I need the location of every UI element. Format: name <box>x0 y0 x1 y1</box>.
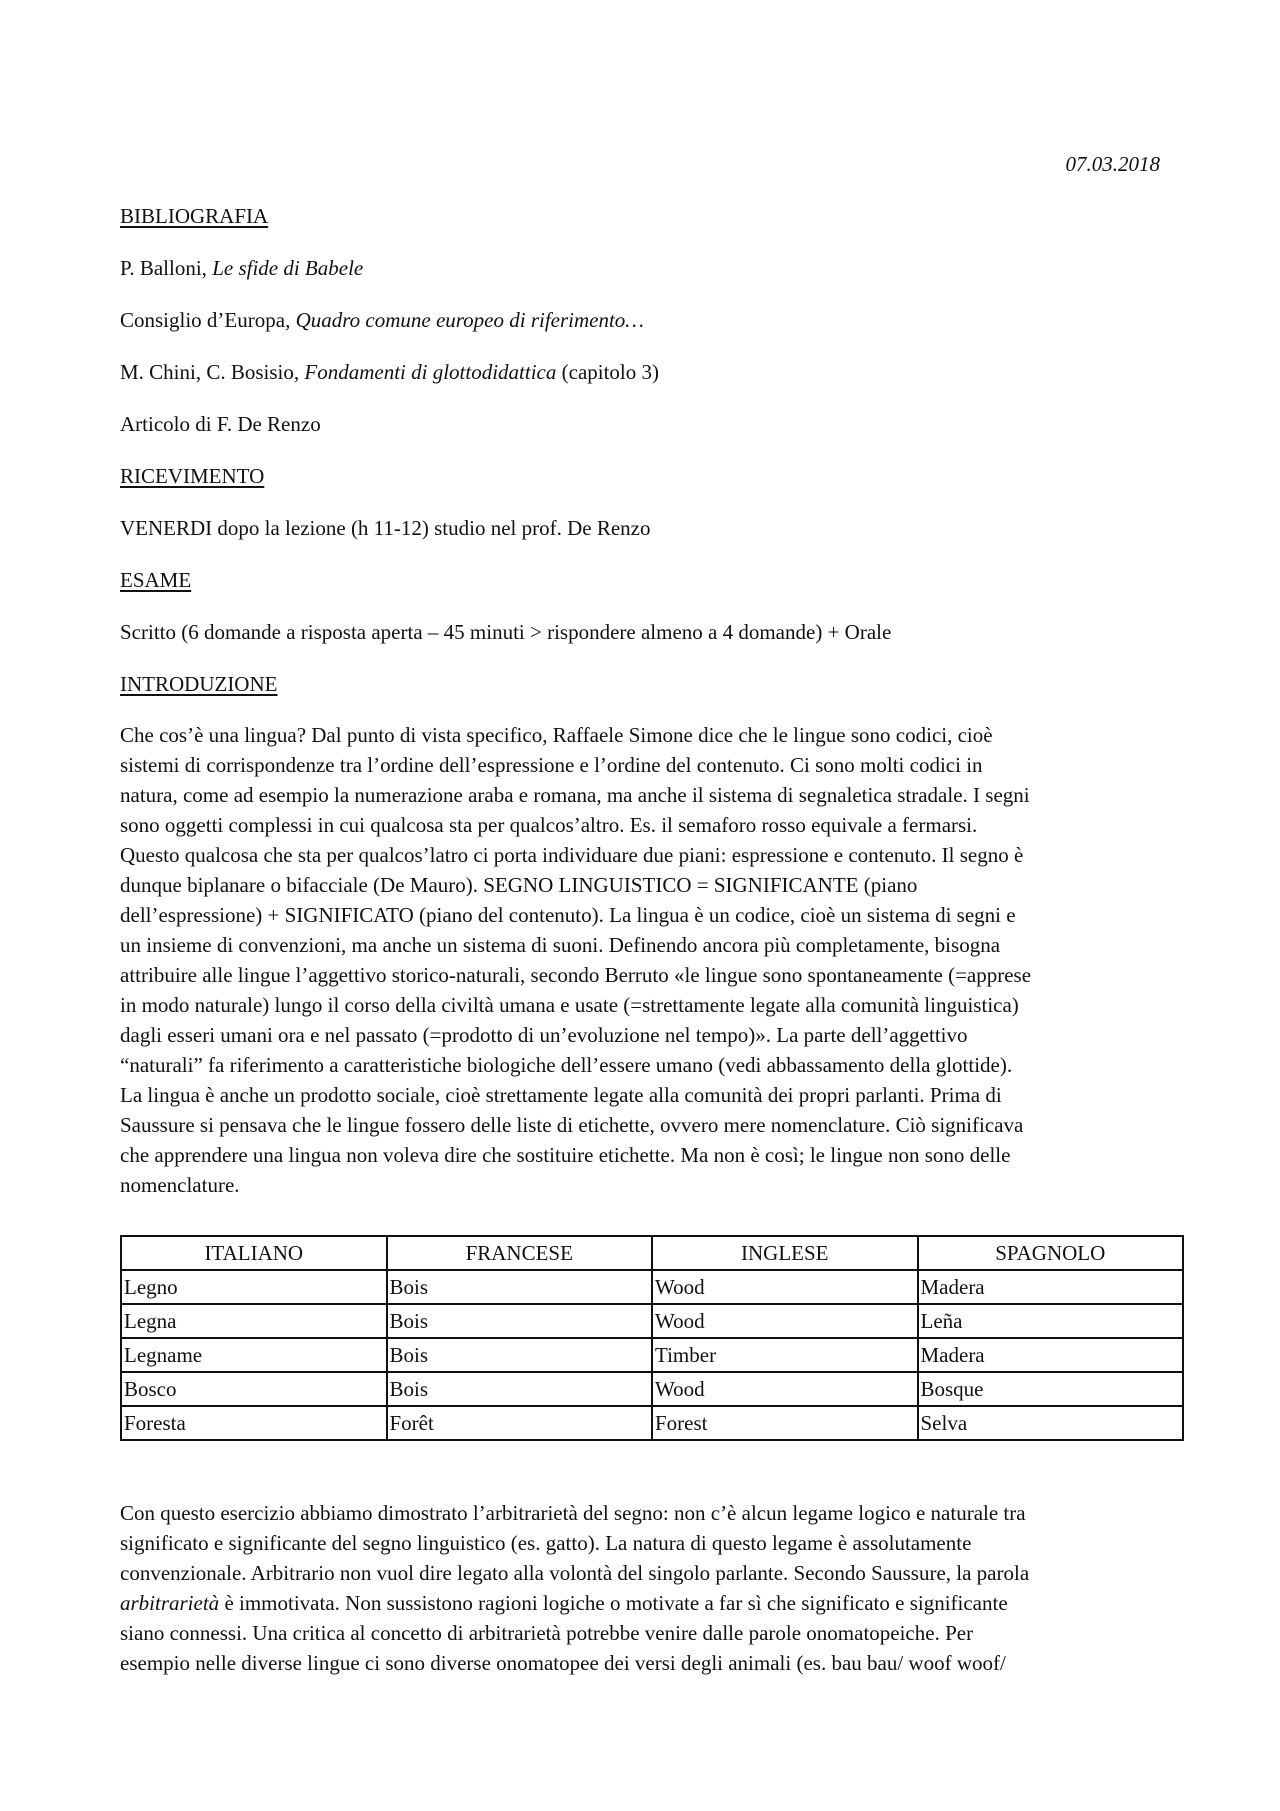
table-cell: Madera <box>918 1270 1184 1304</box>
paragraph-line: esempio nelle diverse lingue ci sono diverse onomatopee dei versi degli animali (es. bau bau/ woof woof/ <box>120 1651 1006 1675</box>
paragraph-line: attribuire alle lingue l’aggettivo storico-naturali, secondo Berruto «le lingue sono spontaneamente (=apprese <box>120 963 1032 987</box>
bibliography-item <box>120 410 321 438</box>
table-cell: Forest <box>652 1406 918 1440</box>
paragraph-line: La lingua è anche un prodotto sociale, cioè strettamente legate alla comunità dei propri parlanti. Prima di <box>120 1083 1002 1107</box>
table-cell: Wood <box>652 1304 918 1338</box>
table-cell: Leña <box>918 1304 1184 1338</box>
table-row <box>121 1304 1183 1338</box>
translation-table <box>120 1235 1184 1441</box>
column-header-italiano: ITALIANO <box>121 1236 387 1270</box>
paragraph-line: Questo qualcosa che sta per qualcos’latro ci porta individuare due piani: espressione e contenuto. Il segno è <box>120 843 1024 867</box>
table-cell: Bois <box>387 1304 653 1338</box>
heading-ricevimento: RICEVIMENTO <box>120 464 265 488</box>
bibliography-title: Quadro comune europeo di riferimento… <box>295 308 644 332</box>
paragraph-line: sistemi di corrispondenze tra l’ordine dell’espressione e l’ordine del contenuto. Ci sono molti codici in <box>120 753 983 777</box>
bibliography-author: Consiglio d’Europa, <box>120 308 296 332</box>
paragraph-line: Che cos’è una lingua? Dal punto di vista specifico, Raffaele Simone dice che le lingue sono codici, cioè <box>120 723 993 747</box>
paragraph-line: “naturali” fa riferimento a caratteristiche biologiche dell’essere umano (vedi abbassamento della glottide). <box>120 1053 1013 1077</box>
table-cell: Timber <box>652 1338 918 1372</box>
bibliography-item <box>120 358 659 386</box>
bibliography-title: Fondamenti di glottodidattica <box>304 360 557 384</box>
paragraph-line: natura, come ad esempio la numerazione araba e romana, ma anche il sistema di segnaletica stradale. I segni <box>120 783 1030 807</box>
ricevimento-text: VENERDI dopo la lezione (h 11-12) studio nel prof. De Renzo <box>120 516 651 540</box>
table-cell: Legname <box>121 1338 387 1372</box>
bibliography-title: Le sfide di Babele <box>212 256 364 280</box>
bibliography-author: M. Chini, C. Bosisio, <box>120 360 305 384</box>
bibliography-author: Articolo di F. De Renzo <box>120 412 321 436</box>
table-row <box>121 1406 1183 1440</box>
paragraph-line: un insieme di convenzioni, ma anche un sistema di suoni. Definendo ancora più completamente, bisogna <box>120 933 1001 957</box>
table-cell: Selva <box>918 1406 1184 1440</box>
table-header-row <box>121 1236 1183 1270</box>
table-cell: Bosque <box>918 1372 1184 1406</box>
paragraph-line: sono oggetti complessi in cui qualcosa sta per qualcos’altro. Es. il semaforo rosso equivale a fermarsi. <box>120 813 978 837</box>
bibliography-item <box>120 254 363 282</box>
paragraph-line: Con questo esercizio abbiamo dimostrato l’arbitrarietà del segno: non c’è alcun legame logico e naturale tra <box>120 1501 1026 1525</box>
table-cell: Wood <box>652 1270 918 1304</box>
line-text: è immotivata. Non sussistono ragioni logiche o motivate a far sì che significato e significante <box>219 1591 1008 1615</box>
column-header-spagnolo: SPAGNOLO <box>918 1236 1184 1270</box>
table-row <box>121 1338 1183 1372</box>
conclusion-paragraph <box>120 1498 1160 1678</box>
table-cell: Bois <box>387 1338 653 1372</box>
column-header-francese: FRANCESE <box>387 1236 653 1270</box>
paragraph-line: che apprendere una lingua non voleva dire che sostituire etichette. Ma non è così; le lingue non sono delle <box>120 1143 1011 1167</box>
bibliography-extra: (capitolo 3) <box>556 360 660 384</box>
table-cell: Madera <box>918 1338 1184 1372</box>
emphasized-term: arbitrarietà <box>120 1591 220 1615</box>
paragraph-line: dell’espressione) + SIGNIFICATO (piano del contenuto). La lingua è un codice, cioè un sistema di segni e <box>120 903 1016 927</box>
paragraph-line: in modo naturale) lungo il corso della civiltà umana e usate (=strettamente legate alla comunità linguistica) <box>120 993 1019 1017</box>
table-cell: Legna <box>121 1304 387 1338</box>
bibliography-item <box>120 306 644 334</box>
table-cell: Bois <box>387 1270 653 1304</box>
table-cell: Bois <box>387 1372 653 1406</box>
table-cell: Legno <box>121 1270 387 1304</box>
paragraph-line: dagli esseri umani ora e nel passato (=prodotto di un’evoluzione nel tempo)». La parte dell’aggettivo <box>120 1023 968 1047</box>
heading-introduzione: INTRODUZIONE <box>120 672 278 696</box>
table-cell: Bosco <box>121 1372 387 1406</box>
column-header-inglese: INGLESE <box>652 1236 918 1270</box>
paragraph-line <box>120 1588 1160 1618</box>
heading-esame: ESAME <box>120 568 192 592</box>
table-cell: Foresta <box>121 1406 387 1440</box>
table-row <box>121 1270 1183 1304</box>
bibliography-author: P. Balloni, <box>120 256 213 280</box>
table-cell: Wood <box>652 1372 918 1406</box>
document-date: 07.03.2018 <box>1065 152 1160 176</box>
esame-text: Scritto (6 domande a risposta aperta – 45 minuti > rispondere almeno a 4 domande) + Orale <box>120 620 892 644</box>
paragraph-line: dunque biplanare o bifacciale (De Mauro). SEGNO LINGUISTICO = SIGNIFICANTE (piano <box>120 873 918 897</box>
paragraph-line: convenzionale. Arbitrario non vuol dire legato alla volontà del singolo parlante. Secondo Saussure, la parola <box>120 1561 1030 1585</box>
heading-bibliografia: BIBLIOGRAFIA <box>120 204 269 228</box>
paragraph-line: nomenclature. <box>120 1173 240 1197</box>
paragraph-line: Saussure si pensava che le lingue fossero delle liste di etichette, ovvero mere nomenclature. Ciò significava <box>120 1113 1024 1137</box>
table-cell: Forêt <box>387 1406 653 1440</box>
paragraph-line: siano connessi. Una critica al concetto di arbitrarietà potrebbe venire dalle parole onomatopeiche. Per <box>120 1621 974 1645</box>
intro-paragraph <box>120 720 1160 1200</box>
paragraph-line: significato e significante del segno linguistico (es. gatto). La natura di questo legame è assolutamente <box>120 1531 972 1555</box>
table-row <box>121 1372 1183 1406</box>
